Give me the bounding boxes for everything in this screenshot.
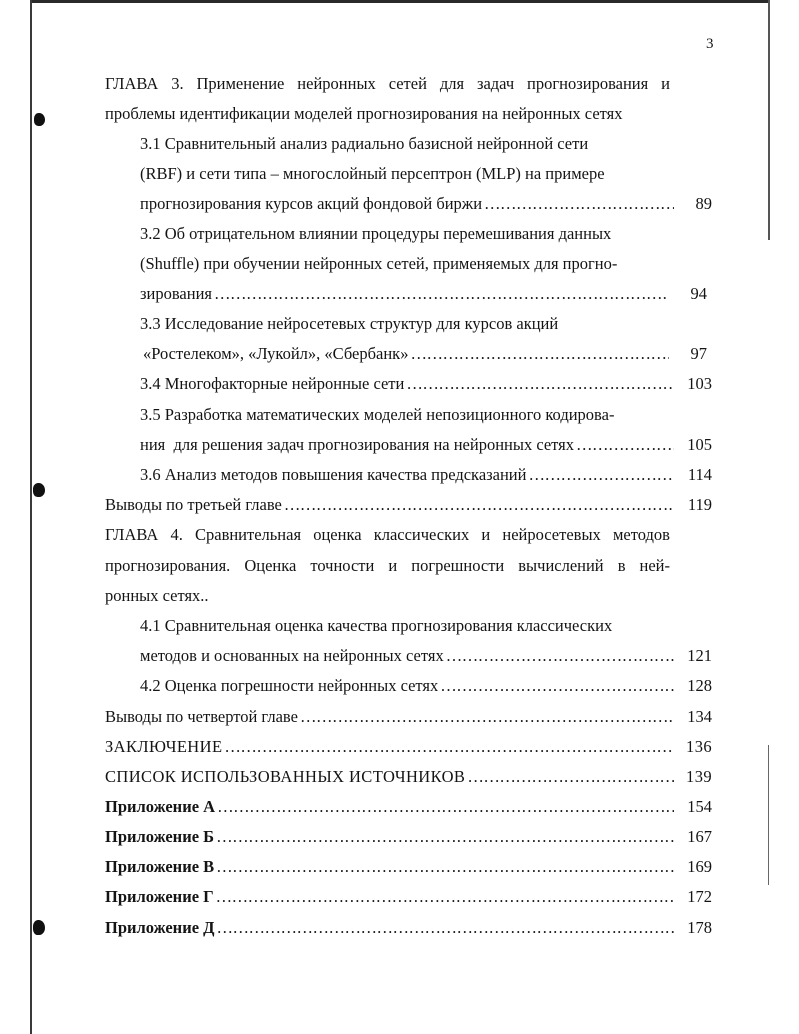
toc-4-1-line1: 4.1 Сравнительная оценка качества прогнозирования классических bbox=[140, 616, 613, 635]
toc-3-4-page: 103 bbox=[687, 374, 712, 393]
toc-4-1-page: 121 bbox=[687, 646, 712, 665]
chapter3-title-line1 bbox=[105, 73, 670, 95]
appendix-a-label: Приложение А bbox=[105, 797, 216, 816]
binding-hole-mark bbox=[33, 483, 45, 497]
toc-entry-appendix-v[interactable] bbox=[105, 856, 712, 878]
binding-hole-mark bbox=[33, 920, 45, 935]
scan-border-right-lower bbox=[768, 745, 769, 885]
leader-dots bbox=[216, 856, 674, 878]
leader-dots bbox=[576, 434, 674, 456]
toc-3-4-title: 3.4 Многофакторные нейронные сети bbox=[140, 374, 405, 393]
toc-entry-conclusions-4[interactable] bbox=[105, 706, 712, 728]
chapter4-title-line2 bbox=[105, 555, 670, 577]
toc-entry-4-1[interactable] bbox=[140, 645, 712, 667]
title-word: нейронных bbox=[297, 74, 376, 93]
toc-4-2-page: 128 bbox=[687, 676, 712, 695]
appendix-g-page: 172 bbox=[687, 887, 712, 906]
binding-hole-mark bbox=[34, 113, 45, 126]
toc-3-6-title: 3.6 Анализ методов повышения качества предсказаний bbox=[140, 465, 527, 484]
leader-dots bbox=[484, 193, 674, 215]
toc-entry-appendix-d[interactable] bbox=[105, 917, 712, 939]
title-word: нейросетевых bbox=[502, 525, 601, 544]
title-word: сетей bbox=[388, 74, 427, 93]
toc-entry-appendix-b[interactable] bbox=[105, 826, 712, 848]
appendix-b-page: 167 bbox=[687, 827, 712, 846]
conclusions-4-label: Выводы по четвертой главе bbox=[105, 707, 298, 726]
toc-4-1-line2: методов и основанных на нейронных сетях bbox=[140, 646, 444, 665]
conclusion-label: ЗАКЛЮЧЕНИЕ bbox=[105, 737, 223, 756]
leader-dots bbox=[214, 283, 669, 305]
toc-entry-4-2[interactable] bbox=[140, 675, 712, 697]
conclusions-4-page: 134 bbox=[687, 707, 712, 726]
title-word: 4. bbox=[170, 525, 183, 544]
toc-3-5-page: 105 bbox=[687, 435, 712, 454]
conclusions-3-label: Выводы по третьей главе bbox=[105, 495, 282, 514]
leader-dots bbox=[217, 796, 674, 818]
scan-border-right bbox=[768, 0, 770, 240]
toc-3-1-line3: прогнозирования курсов акций фондовой биржи bbox=[140, 194, 483, 213]
references-label: СПИСОК ИСПОЛЬЗОВАННЫХ ИСТОЧНИКОВ bbox=[105, 767, 466, 786]
title-word: ней- bbox=[639, 556, 670, 575]
toc-entry-3-5[interactable] bbox=[140, 434, 712, 456]
leader-dots bbox=[300, 706, 674, 728]
title-word: 3. bbox=[171, 74, 184, 93]
toc-entry-references[interactable] bbox=[105, 766, 712, 788]
toc-3-5-line1: 3.5 Разработка математических моделей непозиционного кодирова- bbox=[140, 405, 615, 424]
title-word: классических bbox=[373, 525, 470, 544]
title-word: методов bbox=[612, 525, 670, 544]
title-word: и bbox=[388, 556, 398, 575]
scan-border-left bbox=[30, 0, 32, 1034]
toc-entry-3-2[interactable] bbox=[140, 283, 707, 305]
toc-3-1-line1: 3.1 Сравнительный анализ радиально базисной нейронной сети bbox=[140, 134, 589, 153]
toc-entry-3-3[interactable] bbox=[143, 343, 707, 365]
leader-dots bbox=[406, 373, 674, 395]
toc-4-2-title: 4.2 Оценка погрешности нейронных сетях bbox=[140, 676, 439, 695]
title-word: задач bbox=[476, 74, 515, 93]
toc-entry-3-1[interactable] bbox=[140, 193, 712, 215]
leader-dots bbox=[528, 464, 674, 486]
title-word: погрешности bbox=[411, 556, 505, 575]
title-word: Сравнительная bbox=[194, 525, 302, 544]
title-word: вычислений bbox=[518, 556, 604, 575]
leader-dots bbox=[224, 736, 674, 758]
appendix-a-page: 154 bbox=[687, 797, 712, 816]
title-word: Применение bbox=[196, 74, 285, 93]
toc-3-6-page: 114 bbox=[687, 465, 712, 484]
leader-dots bbox=[216, 826, 674, 848]
leader-dots bbox=[410, 343, 669, 365]
title-word: прогнозирования bbox=[527, 74, 649, 93]
toc-3-2-line2: (Shuffle) при обучении нейронных сетей, применяемых для прогно- bbox=[140, 254, 618, 273]
appendix-d-page: 178 bbox=[687, 918, 712, 937]
toc-3-2-page: 94 bbox=[690, 284, 707, 303]
title-word: ГЛАВА bbox=[105, 525, 159, 544]
toc-entry-conclusion[interactable] bbox=[105, 736, 712, 758]
title-word: в bbox=[617, 556, 626, 575]
appendix-b-label: Приложение Б bbox=[105, 827, 215, 846]
appendix-g-label: Приложение Г bbox=[105, 887, 214, 906]
leader-dots bbox=[284, 494, 674, 516]
toc-3-3-line2: «Ростелеком», «Лукойл», «Сбербанк» bbox=[143, 344, 409, 363]
toc-3-1-line2: (RBF) и сети типа – многослойный персептрон (MLP) на примере bbox=[140, 164, 605, 183]
toc-3-3-line1: 3.3 Исследование нейросетевых структур для курсов акций bbox=[140, 314, 559, 333]
page-number: 3 bbox=[706, 36, 714, 52]
toc-entry-appendix-g[interactable] bbox=[105, 886, 712, 908]
leader-dots bbox=[217, 917, 675, 939]
title-word: и bbox=[481, 525, 491, 544]
appendix-v-page: 169 bbox=[687, 857, 712, 876]
toc-3-2-line3: зирования bbox=[140, 284, 212, 303]
toc-3-1-page: 89 bbox=[695, 194, 712, 213]
chapter4-title-line3: ронных сетях.. bbox=[105, 586, 209, 605]
leader-dots bbox=[440, 675, 674, 697]
conclusion-page: 136 bbox=[686, 737, 712, 756]
appendix-v-label: Приложение В bbox=[105, 857, 215, 876]
toc-3-2-line1: 3.2 Об отрицательном влиянии процедуры перемешивания данных bbox=[140, 224, 612, 243]
conclusions-3-page: 119 bbox=[687, 495, 712, 514]
leader-dots bbox=[446, 645, 674, 667]
title-word: и bbox=[661, 74, 670, 93]
appendix-d-label: Приложение Д bbox=[105, 918, 215, 937]
references-page: 139 bbox=[686, 767, 712, 786]
title-word: прогнозирования. bbox=[105, 556, 231, 575]
chapter3-title-line2: проблемы идентификации моделей прогнозирования на нейронных сетях bbox=[105, 104, 623, 123]
toc-3-5-line2: ния для решения задач прогнозирования на нейронных сетях bbox=[140, 435, 575, 454]
leader-dots bbox=[216, 886, 674, 908]
title-word: точности bbox=[310, 556, 375, 575]
toc-entry-3-6[interactable] bbox=[140, 464, 712, 486]
scan-border-top bbox=[30, 0, 770, 3]
toc-entry-3-4[interactable] bbox=[140, 373, 712, 395]
toc-entry-appendix-a[interactable] bbox=[105, 796, 712, 818]
title-word: ГЛАВА bbox=[105, 74, 159, 93]
title-word: Оценка bbox=[244, 556, 297, 575]
title-word: оценка bbox=[313, 525, 362, 544]
leader-dots bbox=[467, 766, 674, 788]
chapter4-title-line1 bbox=[105, 524, 670, 546]
toc-3-3-page: 97 bbox=[690, 344, 707, 363]
toc-entry-conclusions-3[interactable] bbox=[105, 494, 712, 516]
title-word: для bbox=[439, 74, 465, 93]
